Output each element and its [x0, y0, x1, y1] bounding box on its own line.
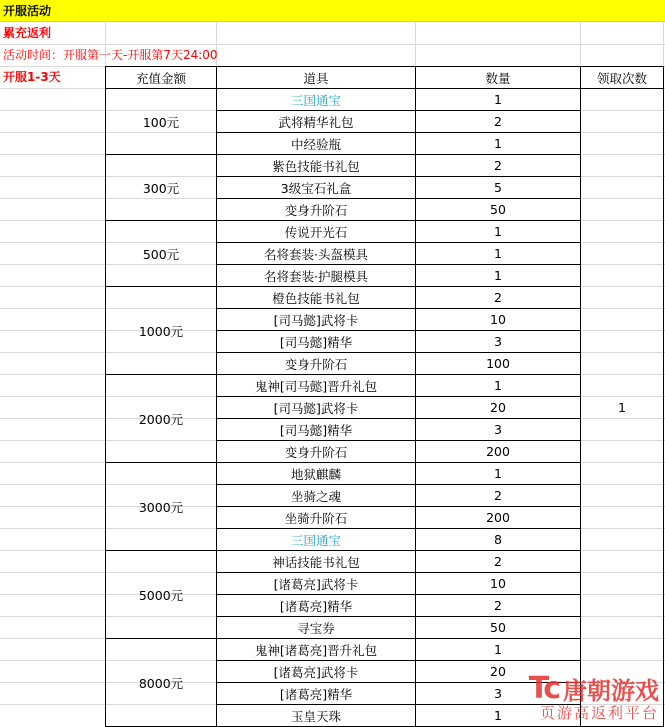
reward-item: 玉皇天珠 — [217, 705, 416, 727]
rewards-table-body — [106, 67, 664, 727]
reward-quantity: 50 — [416, 199, 581, 221]
reward-quantity: 50 — [416, 617, 581, 639]
reward-quantity: 8 — [416, 529, 581, 551]
reward-quantity: 1 — [416, 463, 581, 485]
column-header: 领取次数 — [581, 67, 664, 89]
reward-item: 坐骑之魂 — [217, 485, 416, 507]
table-row — [106, 287, 664, 309]
rewards-table — [105, 66, 664, 727]
reward-quantity: 100 — [416, 353, 581, 375]
reward-item: 变身升阶石 — [217, 353, 416, 375]
reward-quantity: 2 — [416, 551, 581, 573]
watermark-logo: Tc — [528, 671, 559, 706]
reward-item: 神话技能书礼包 — [217, 551, 416, 573]
activity-time: 活动时间：开服第一天-开服第7天24:00 — [3, 48, 218, 62]
reward-item: 武将精华礼包 — [217, 111, 416, 133]
recharge-amount: 300元 — [106, 155, 217, 221]
table-row — [106, 375, 664, 397]
watermark-tagline: 页游高返利平台 — [539, 704, 659, 722]
reward-quantity: 1 — [416, 265, 581, 287]
reward-quantity: 1 — [416, 639, 581, 661]
reward-item: [司马懿]武将卡 — [217, 309, 416, 331]
watermark-name: 唐朝游戏 — [563, 677, 659, 705]
reward-quantity: 200 — [416, 441, 581, 463]
reward-quantity: 200 — [416, 507, 581, 529]
table-header-row — [106, 67, 664, 89]
reward-quantity: 2 — [416, 595, 581, 617]
column-header: 充值金额 — [106, 67, 217, 89]
recharge-amount: 2000元 — [106, 375, 217, 463]
reward-item: 变身升阶石 — [217, 199, 416, 221]
reward-item: [诸葛亮]精华 — [217, 683, 416, 705]
table-row — [106, 155, 664, 177]
reward-quantity: 3 — [416, 419, 581, 441]
reward-quantity: 2 — [416, 111, 581, 133]
reward-quantity: 10 — [416, 309, 581, 331]
reward-quantity: 1 — [416, 705, 581, 727]
recharge-amount: 5000元 — [106, 551, 217, 639]
period-label: 开服1-3天 — [3, 70, 61, 84]
table-row — [106, 639, 664, 661]
table-row — [106, 89, 664, 111]
reward-quantity: 20 — [416, 661, 581, 683]
reward-item: 传说开光石 — [217, 221, 416, 243]
reward-quantity: 3 — [416, 683, 581, 705]
reward-item: 三国通宝 — [217, 89, 416, 111]
recharge-amount: 1000元 — [106, 287, 217, 375]
reward-item: [诸葛亮]武将卡 — [217, 573, 416, 595]
reward-item: 变身升阶石 — [217, 441, 416, 463]
reward-quantity: 1 — [416, 133, 581, 155]
recharge-amount: 500元 — [106, 221, 217, 287]
reward-item: 寻宝券 — [217, 617, 416, 639]
reward-item: 橙色技能书礼包 — [217, 287, 416, 309]
reward-item: 紫色技能书礼包 — [217, 155, 416, 177]
column-header: 数量 — [416, 67, 581, 89]
reward-quantity: 1 — [416, 89, 581, 111]
reward-item: 中经验瓶 — [217, 133, 416, 155]
reward-item: 地狱麒麟 — [217, 463, 416, 485]
reward-quantity: 2 — [416, 155, 581, 177]
reward-item: [司马懿]精华 — [217, 331, 416, 353]
reward-item: 3级宝石礼盒 — [217, 177, 416, 199]
reward-quantity: 10 — [416, 573, 581, 595]
reward-quantity: 2 — [416, 485, 581, 507]
reward-item: 鬼神[司马懿]晋升礼包 — [217, 375, 416, 397]
reward-quantity: 5 — [416, 177, 581, 199]
reward-item: 坐骑升阶石 — [217, 507, 416, 529]
recharge-amount: 8000元 — [106, 639, 217, 727]
reward-item: 三国通宝 — [217, 529, 416, 551]
table-row — [106, 551, 664, 573]
reward-quantity: 3 — [416, 331, 581, 353]
column-header: 道具 — [217, 67, 416, 89]
reward-quantity: 1 — [416, 243, 581, 265]
reward-item: [司马懿]精华 — [217, 419, 416, 441]
reward-item: [诸葛亮]武将卡 — [217, 661, 416, 683]
section-subtitle: 累充返利 — [3, 26, 52, 40]
reward-item: [诸葛亮]精华 — [217, 595, 416, 617]
claim-count: 1 — [581, 89, 664, 727]
reward-item: 名将套装·护腿模具 — [217, 265, 416, 287]
recharge-amount: 100元 — [106, 89, 217, 155]
reward-quantity: 20 — [416, 397, 581, 419]
reward-item: 名将套装·头盔模具 — [217, 243, 416, 265]
table-row — [106, 463, 664, 485]
reward-item: [司马懿]武将卡 — [217, 397, 416, 419]
page-title: 开服活动 — [0, 0, 665, 22]
reward-quantity: 1 — [416, 221, 581, 243]
recharge-amount: 3000元 — [106, 463, 217, 551]
table-row — [106, 221, 664, 243]
reward-quantity: 1 — [416, 375, 581, 397]
reward-item: 鬼神[诸葛亮]晋升礼包 — [217, 639, 416, 661]
reward-quantity: 2 — [416, 287, 581, 309]
